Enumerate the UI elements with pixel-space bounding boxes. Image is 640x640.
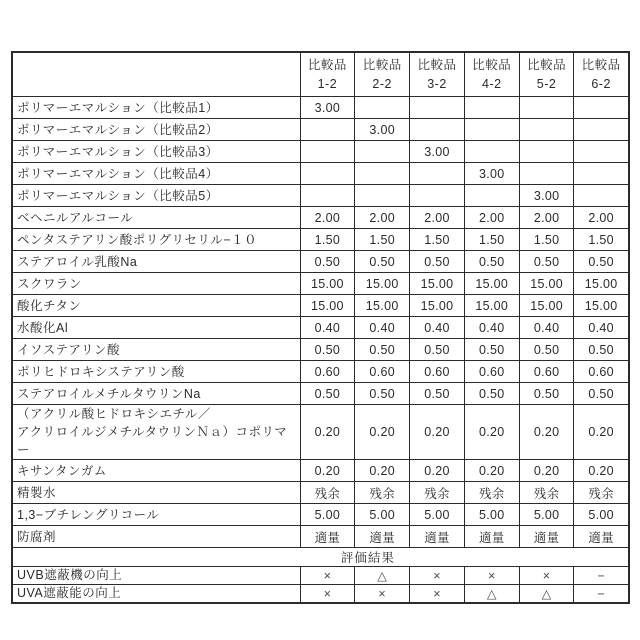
ingredient-value: 5.00: [519, 504, 574, 526]
result-symbol: ×: [410, 567, 465, 585]
ingredient-value: [519, 163, 574, 185]
ingredient-value: 2.00: [410, 207, 465, 229]
ingredient-value: 0.60: [355, 361, 410, 383]
ingredient-value: 1.50: [574, 229, 629, 251]
ingredient-value: 0.50: [519, 383, 574, 405]
ingredient-label: 酸化チタン: [12, 295, 300, 317]
ingredient-value: [410, 97, 465, 119]
ingredient-value: 0.20: [300, 405, 355, 460]
ingredient-value: [574, 185, 629, 207]
ingredient-value: 0.50: [574, 251, 629, 273]
ingredient-value: [574, 97, 629, 119]
ingredient-value: 0.50: [300, 339, 355, 361]
ingredient-value: 適量: [574, 526, 629, 548]
ingredient-value: 0.50: [574, 383, 629, 405]
ingredient-value: 0.40: [464, 317, 519, 339]
ingredient-value: 適量: [300, 526, 355, 548]
ingredient-value: 0.20: [464, 405, 519, 460]
result-symbol: ×: [355, 585, 410, 604]
table-row: [12, 383, 629, 405]
result-symbol: △: [355, 567, 410, 585]
ingredient-value: 残余: [464, 482, 519, 504]
ingredient-value: 0.60: [464, 361, 519, 383]
ingredient-label: ポリマーエマルション（比較品2）: [12, 119, 300, 141]
table-row: [12, 361, 629, 383]
ingredient-value: [300, 119, 355, 141]
ingredient-value: 0.20: [464, 460, 519, 482]
ingredient-value: 0.40: [355, 317, 410, 339]
ingredient-value: 3.00: [355, 119, 410, 141]
ingredient-value: 0.60: [300, 361, 355, 383]
ingredient-value: 0.50: [464, 251, 519, 273]
ingredient-label: ポリマーエマルション（比較品3）: [12, 141, 300, 163]
ingredient-value: [519, 141, 574, 163]
table-row: [12, 339, 629, 361]
ingredient-label: ポリマーエマルション（比較品5）: [12, 185, 300, 207]
ingredient-value: 0.50: [410, 339, 465, 361]
ingredient-value: 0.20: [410, 405, 465, 460]
table-row: [12, 460, 629, 482]
ingredient-value: 0.50: [574, 339, 629, 361]
result-symbol: △: [464, 585, 519, 604]
ingredient-value: 残余: [410, 482, 465, 504]
table-row: [12, 482, 629, 504]
ingredient-value: 15.00: [410, 295, 465, 317]
ingredient-value: 残余: [300, 482, 355, 504]
table-row: [12, 97, 629, 119]
ingredient-value: 15.00: [410, 273, 465, 295]
ingredient-value: [574, 119, 629, 141]
ingredient-value: 0.40: [519, 317, 574, 339]
ingredient-value: 15.00: [355, 273, 410, 295]
column-header-5: 比較品 5-2: [519, 52, 574, 97]
section-row: [12, 548, 629, 567]
column-header-6: 比較品 6-2: [574, 52, 629, 97]
ingredient-value: 15.00: [300, 273, 355, 295]
result-symbol: ×: [464, 567, 519, 585]
table-row: [12, 504, 629, 526]
result-symbol: ×: [410, 585, 465, 604]
ingredient-value: 0.20: [519, 460, 574, 482]
ingredient-label: キサンタンガム: [12, 460, 300, 482]
ingredient-value: 5.00: [410, 504, 465, 526]
ingredient-label: （アクリル酸ヒドロキシエチル／ アクリロイルジメチルタウリンＮａ）コポリマー: [12, 405, 300, 460]
table-row: [12, 295, 629, 317]
result-symbol: −: [574, 567, 629, 585]
ingredient-value: 15.00: [464, 295, 519, 317]
ingredient-value: [300, 185, 355, 207]
ingredient-label: ペンタステアリン酸ポリグリセリル−１０: [12, 229, 300, 251]
ingredient-value: 0.50: [355, 339, 410, 361]
column-header-1: 比較品 1-2: [300, 52, 355, 97]
ingredient-value: 適量: [519, 526, 574, 548]
column-header-4: 比較品 4-2: [464, 52, 519, 97]
ingredient-value: 0.50: [410, 383, 465, 405]
ingredient-value: 15.00: [519, 295, 574, 317]
ingredient-value: 0.50: [519, 339, 574, 361]
ingredient-value: 0.20: [300, 460, 355, 482]
ingredient-value: [355, 141, 410, 163]
table-row: [12, 229, 629, 251]
ingredient-value: 2.00: [300, 207, 355, 229]
ingredient-label: ポリヒドロキシステアリン酸: [12, 361, 300, 383]
ingredient-value: 0.50: [355, 383, 410, 405]
ingredient-value: [355, 185, 410, 207]
ingredient-label: 1,3−ブチレングリコール: [12, 504, 300, 526]
ingredient-value: 2.00: [464, 207, 519, 229]
ingredient-label: ポリマーエマルション（比較品1）: [12, 97, 300, 119]
table-row: [12, 317, 629, 339]
table-row: [12, 185, 629, 207]
ingredient-value: 0.50: [410, 251, 465, 273]
ingredient-value: 0.60: [574, 361, 629, 383]
ingredient-value: 0.40: [410, 317, 465, 339]
ingredient-label: ステアロイルメチルタウリンNa: [12, 383, 300, 405]
result-symbol: ×: [300, 585, 355, 604]
ingredient-value: 0.50: [464, 339, 519, 361]
ingredient-value: [519, 119, 574, 141]
ingredient-value: 0.20: [355, 460, 410, 482]
ingredient-label: 精製水: [12, 482, 300, 504]
result-symbol: ×: [519, 567, 574, 585]
ingredient-value: [410, 119, 465, 141]
ingredient-label: スクワラン: [12, 273, 300, 295]
ingredient-value: 1.50: [410, 229, 465, 251]
ingredient-label: 水酸化Al: [12, 317, 300, 339]
ingredient-value: [574, 163, 629, 185]
ingredient-value: 0.40: [574, 317, 629, 339]
ingredient-value: 0.20: [574, 405, 629, 460]
ingredient-value: [300, 141, 355, 163]
ingredient-value: 2.00: [519, 207, 574, 229]
ingredient-value: 3.00: [464, 163, 519, 185]
ingredient-value: 15.00: [355, 295, 410, 317]
result-row: [12, 567, 629, 585]
column-header-2: 比較品 2-2: [355, 52, 410, 97]
ingredient-value: 0.50: [355, 251, 410, 273]
ingredient-value: 2.00: [355, 207, 410, 229]
ingredient-value: 0.50: [464, 383, 519, 405]
ingredient-value: 0.60: [410, 361, 465, 383]
table-row: [12, 273, 629, 295]
table-row: [12, 207, 629, 229]
ingredient-label: 防腐剤: [12, 526, 300, 548]
ingredient-value: 残余: [355, 482, 410, 504]
ingredient-value: 適量: [464, 526, 519, 548]
result-label: UVB遮蔽機の向上: [12, 567, 300, 585]
ingredient-label: ステアロイル乳酸Na: [12, 251, 300, 273]
formulation-comparison-table: [11, 51, 630, 604]
ingredient-value: 1.50: [355, 229, 410, 251]
ingredient-value: 5.00: [300, 504, 355, 526]
ingredient-value: 0.20: [410, 460, 465, 482]
ingredient-value: 3.00: [519, 185, 574, 207]
ingredient-value: [464, 97, 519, 119]
ingredient-value: [519, 97, 574, 119]
ingredient-value: 0.20: [355, 405, 410, 460]
ingredient-value: 1.50: [464, 229, 519, 251]
table-row: [12, 405, 629, 460]
ingredient-value: [464, 119, 519, 141]
ingredient-value: [464, 141, 519, 163]
table-row: [12, 526, 629, 548]
ingredient-label: ポリマーエマルション（比較品4）: [12, 163, 300, 185]
table-row: [12, 251, 629, 273]
ingredient-value: 残余: [519, 482, 574, 504]
result-symbol: △: [519, 585, 574, 604]
ingredient-value: 5.00: [355, 504, 410, 526]
result-symbol: −: [574, 585, 629, 604]
ingredient-value: [355, 163, 410, 185]
result-row: [12, 585, 629, 604]
ingredient-value: 0.50: [519, 251, 574, 273]
ingredient-value: [410, 163, 465, 185]
ingredient-value: 0.20: [574, 460, 629, 482]
ingredient-value: 15.00: [519, 273, 574, 295]
ingredient-value: 0.40: [300, 317, 355, 339]
ingredient-label: イソステアリン酸: [12, 339, 300, 361]
header-row: [12, 52, 629, 97]
ingredient-value: 1.50: [300, 229, 355, 251]
ingredient-value: 5.00: [464, 504, 519, 526]
column-header-3: 比較品 3-2: [410, 52, 465, 97]
ingredient-value: 1.50: [519, 229, 574, 251]
ingredient-value: [410, 185, 465, 207]
corner-cell: [12, 52, 300, 97]
ingredient-value: 15.00: [574, 273, 629, 295]
ingredient-value: 0.60: [519, 361, 574, 383]
ingredient-value: [574, 141, 629, 163]
ingredient-value: [300, 163, 355, 185]
table-row: [12, 141, 629, 163]
ingredient-value: 0.50: [300, 251, 355, 273]
ingredient-value: 15.00: [300, 295, 355, 317]
ingredient-label: ベヘニルアルコール: [12, 207, 300, 229]
ingredient-value: 15.00: [464, 273, 519, 295]
ingredient-value: 適量: [410, 526, 465, 548]
table-row: [12, 163, 629, 185]
table-row: [12, 119, 629, 141]
ingredient-value: 0.50: [300, 383, 355, 405]
ingredient-value: 3.00: [300, 97, 355, 119]
section-title: 評価結果: [12, 548, 629, 567]
ingredient-value: 残余: [574, 482, 629, 504]
ingredient-value: [355, 97, 410, 119]
ingredient-value: 0.20: [519, 405, 574, 460]
result-symbol: ×: [300, 567, 355, 585]
ingredient-value: 3.00: [410, 141, 465, 163]
ingredient-value: [464, 185, 519, 207]
ingredient-value: 2.00: [574, 207, 629, 229]
ingredient-value: 5.00: [574, 504, 629, 526]
ingredient-value: 適量: [355, 526, 410, 548]
ingredient-value: 15.00: [574, 295, 629, 317]
result-label: UVA遮蔽能の向上: [12, 585, 300, 604]
